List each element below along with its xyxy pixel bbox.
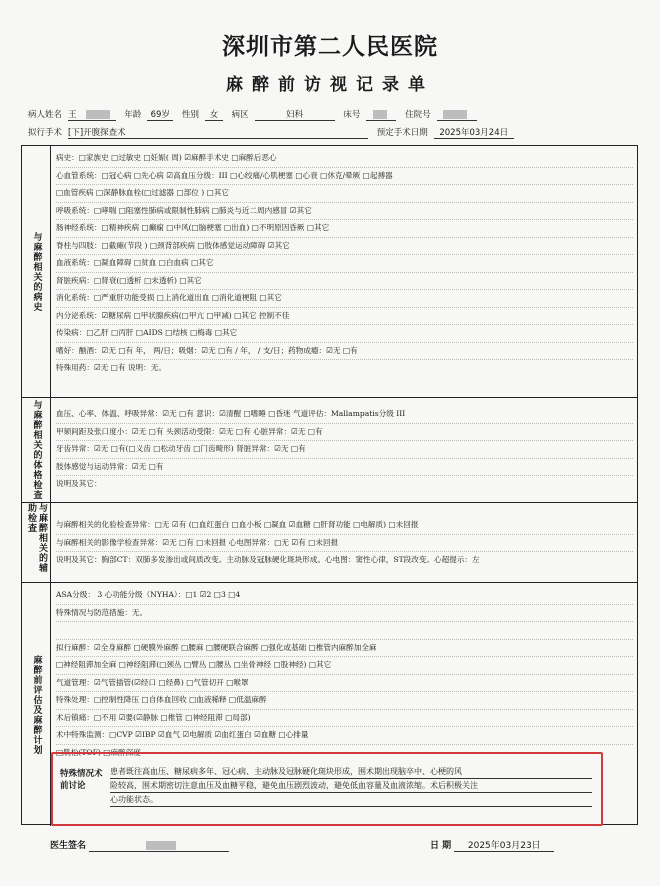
patient-info-row xyxy=(28,108,483,121)
plan-line: 特殊情况与防范措施：无。 xyxy=(56,605,633,623)
surgery-date-label: 预定手术日期 xyxy=(376,128,428,138)
plan-line: 特殊处理：□控制性降压 □自体血回收 □血液稀释 □低温麻醉 xyxy=(56,692,633,710)
redacted-block xyxy=(146,841,176,850)
form-title: 麻醉前访视记录单 xyxy=(226,75,434,95)
name-text: 王 xyxy=(68,110,77,120)
form-table xyxy=(21,145,638,825)
exam-line: 肢体感觉与运动异常：☑无 □有 xyxy=(56,459,633,477)
redacted-block xyxy=(373,110,387,119)
history-side-label: 与麻醉相关的病史 xyxy=(31,231,42,312)
history-line: 血液系统：□凝血障碍 □贫血 □白血病 □其它 xyxy=(56,255,633,273)
surgery-row xyxy=(28,126,520,139)
exam-section xyxy=(22,398,637,503)
admission-value xyxy=(437,110,477,121)
doctor-label: 医生签名 xyxy=(50,841,87,851)
ward-label: 病区 xyxy=(231,110,249,120)
doctor-signature xyxy=(89,841,229,852)
exam-lines xyxy=(56,406,633,493)
history-lines xyxy=(56,150,633,377)
redacted-block xyxy=(86,110,110,119)
exam-side xyxy=(22,398,51,502)
plan-line xyxy=(56,622,633,640)
exam-line: 说明及其它： xyxy=(56,479,102,488)
aux-side xyxy=(22,503,51,582)
surgery-label: 拟行手术 xyxy=(28,128,63,138)
history-line: 传染病：□乙肝 □丙肝 □AIDS □结核 □梅毒 □其它 xyxy=(56,325,633,343)
history-side xyxy=(22,146,51,397)
special-line: 患者既往高血压、糖尿病多年、冠心病、主动脉及冠脉硬化斑块形成，围术期出现脑卒中、心梗的风 xyxy=(110,765,592,779)
plan-line: ASA分级： 3 心功能分级（NYHA）：□1 ☑2 □3 □4 xyxy=(56,587,633,605)
aux-section xyxy=(22,503,637,583)
aux-lines xyxy=(56,517,633,569)
history-line: 病史：□家族史 □过敏史 □妊娠( 周) ☑麻醉手术史 □麻醉后恶心 xyxy=(56,150,633,168)
history-line: 肠神经系统：□精神疾病 □癫痫 □中风(□脑梗塞 □出血) □不明原因昏厥 □其它 xyxy=(56,220,633,238)
sex-label: 性别 xyxy=(181,110,199,120)
history-line: 内分泌系统：☑糖尿病 □甲状腺疾病(□甲亢 □甲减) □其它 控制不佳 xyxy=(56,308,633,326)
plan-line: 术后镇痛：□不用 ☑要(☑静脉 □椎管 □神经阻滞 □局部) xyxy=(56,710,633,728)
name-value xyxy=(68,108,116,121)
history-line: 嗜好：酗酒：☑无 □有 年， 两/日；吸烟：☑无 □有 / 年， / 支/日；药物成瘾：☑无 □有 xyxy=(56,343,633,361)
date-row xyxy=(430,838,554,852)
redacted-block xyxy=(443,110,467,119)
plan-side xyxy=(22,583,51,826)
history-line: 呼吸系统：□哮喘 □阻塞性肺病或限制性肺病 □肺炎与近二周内感冒 ☑其它 xyxy=(56,203,633,221)
plan-line: □肌松(TOF) □麻醉深度 xyxy=(56,747,141,757)
special-discussion-label: 特殊情况术前讨论 xyxy=(60,769,103,791)
history-line: 肾脏疾病：□肾衰(□透析 □未透析) □其它 xyxy=(56,273,633,291)
plan-line: □神经阻滞加全麻 □神经阻滞(□颈丛 □臂丛 □腰丛 □坐骨神经 □股神经) □其它 xyxy=(56,657,633,675)
plan-line: 气道管理：☑气管插管(☑经口 □经鼻) □气管切开 □喉罩 xyxy=(56,675,633,693)
bed-value xyxy=(366,110,396,121)
history-line: 特殊用药：☑无 □有 说明：无。 xyxy=(56,363,166,372)
aux-line: 说明及其它：胸部CT：双肺多发渗出或间质改变。主动脉及冠脉硬化斑块形成。心电图：窦性心律，ST段改变。心超提示：左 xyxy=(56,555,480,564)
age-label: 年龄 xyxy=(124,110,142,120)
name-label: 病人姓名 xyxy=(28,110,63,120)
date-label: 日 期 xyxy=(430,841,452,851)
history-line: 心血管系统：□冠心病 □先心病 ☑高血压分级：III □心绞痛/心肌梗塞 □心衰 □休克/晕厥 □起搏器 xyxy=(56,168,633,186)
special-line: 险较高，围术期密切注意血压及血糖平稳，避免血压剧烈波动，避免低血容量及血液浓缩。术后积极关注 xyxy=(110,779,592,793)
surgery-value: [下]开腹探查术 xyxy=(68,126,368,139)
history-line: 消化系统：□严重肝功能受损 □上消化道出血 □消化道梗阻 □其它 xyxy=(56,290,633,308)
exam-line: 甲颏间距及张口度小：☑无 □有 头颈活动受限：☑无 □有 心脏异常：☑无 □有 xyxy=(56,424,633,442)
exam-side-label: 与麻醉相关的体格检查 xyxy=(31,400,42,500)
history-section xyxy=(22,146,637,398)
plan-lines xyxy=(56,587,633,761)
special-line: 心功能状态。 xyxy=(110,793,592,807)
surgery-date-value: 2025年03月24日 xyxy=(434,126,514,139)
aux-line: 与麻醉相关的化验检查异常：□无 ☑有 (□血红蛋白 □血小板 □凝血 ☑血糖 □肝肾功能 □电解质) □未回报 xyxy=(56,517,633,535)
age-value: 69岁 xyxy=(147,108,173,121)
aux-line: 与麻醉相关的影像学检查异常：☑无 □有 □未回报 心电图异常：□无 ☑有 □未回报 xyxy=(56,535,633,553)
aux-side-label: 与麻醉相关的辅助检查 xyxy=(26,503,47,573)
hospital-title: 深圳市第二人民医院 xyxy=(222,33,438,60)
date-value: 2025年03月23日 xyxy=(454,838,554,852)
history-line: □血管疾病 □深静脉血栓(□过滤器 □部位 ) □其它 xyxy=(56,185,633,203)
exam-line: 血压、心率、体温、呼吸异常：☑无 □有 意识：☑清醒 □嗜睡 □昏迷 气道评估：Mallampatis分级 III xyxy=(56,406,633,424)
plan-line: 拟行麻醉：☑全身麻醉 □硬膜外麻醉 □腰麻 □腰硬联合麻醉 □强化或基础 □椎管内麻醉加全麻 xyxy=(56,640,633,658)
sex-value: 女 xyxy=(205,108,223,121)
history-line: 脊柱与四肢：□截瘫(节段 ) □颈背部疾病 □肢体感觉运动障碍 ☑其它 xyxy=(56,238,633,256)
special-discussion-text xyxy=(110,765,592,807)
bed-label: 床号 xyxy=(343,110,361,120)
doctor-signature-row xyxy=(50,838,229,852)
exam-line: 牙齿异常：☑无 □有(□义齿 □松动牙齿 □门齿畸形) 肾脏异常：☑无 □有 xyxy=(56,441,633,459)
ward-value: 妇科 xyxy=(255,108,335,121)
admission-label: 住院号 xyxy=(405,110,431,120)
plan-side-label: 麻醉前评估及麻醉计划 xyxy=(31,654,42,755)
plan-line: 术中特殊监测：□CVP ☑IBP ☑血气 ☑电解质 ☑血红蛋白 ☑血糖 □心排量 xyxy=(56,727,633,745)
